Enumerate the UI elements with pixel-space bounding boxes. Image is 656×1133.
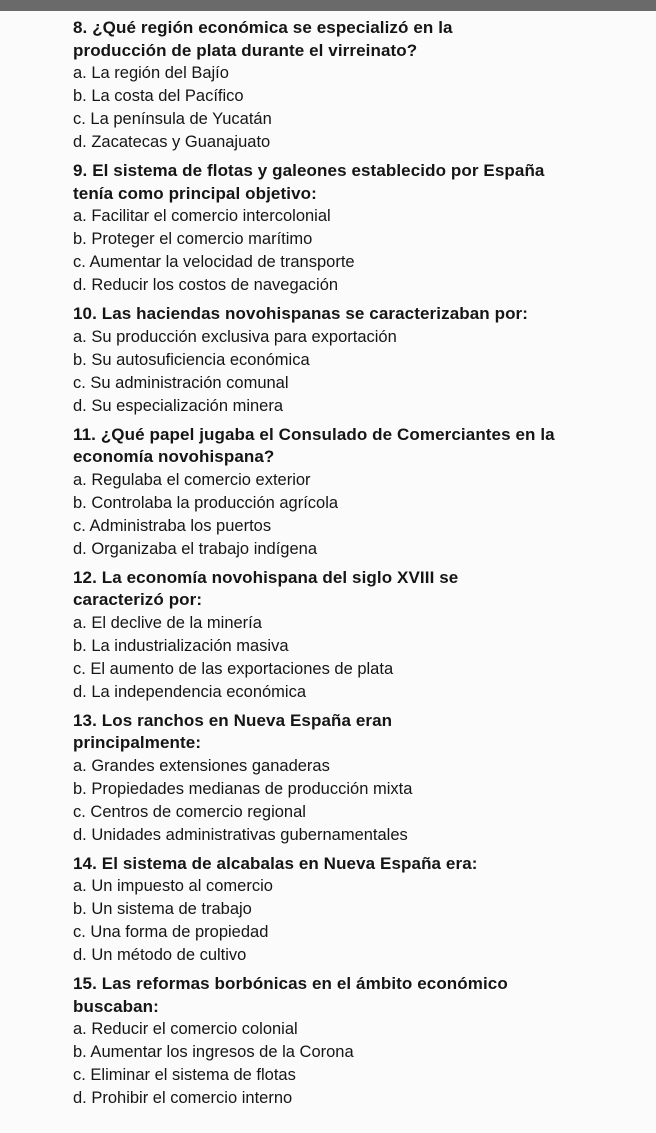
question-11 xyxy=(73,424,648,561)
option-b: b. La costa del Pacífico xyxy=(73,87,244,105)
question-text: 10. Las haciendas novohispanas se caracterizaban por: xyxy=(73,304,529,323)
option-d: d. Unidades administrativas gubernamentales xyxy=(73,825,408,844)
question-text: 8. ¿Qué región económica se especializó en la producción de plata durante el virreinato? xyxy=(73,18,453,60)
option-a: a. Grandes extensiones ganaderas xyxy=(73,756,330,775)
option-d: d. Reducir los costos de navegación xyxy=(73,276,339,294)
option-c: c. Su administración comunal xyxy=(73,373,289,392)
question-9 xyxy=(73,160,648,297)
question-15 xyxy=(73,973,648,1110)
option-d: d. Un método de cultivo xyxy=(73,946,247,964)
question-14 xyxy=(73,853,648,968)
option-a: a. Facilitar el comercio intercolonial xyxy=(73,207,331,225)
option-b: b. Propiedades medianas de producción mixta xyxy=(73,779,413,798)
question-sheet xyxy=(73,17,648,1116)
option-d: d. La independencia económica xyxy=(73,682,307,701)
option-d: d. Zacatecas y Guanajuato xyxy=(73,133,271,151)
question-text: 14. El sistema de alcabalas en Nueva España era: xyxy=(73,853,478,873)
option-c: c. Una forma de propiedad xyxy=(73,923,269,941)
option-c: c. Centros de comercio regional xyxy=(73,802,306,821)
question-12 xyxy=(73,567,648,704)
option-b: b. Controlaba la producción agrícola xyxy=(73,493,339,512)
option-a: a. Regulaba el comercio exterior xyxy=(73,470,311,489)
option-d: d. Organizaba el trabajo indígena xyxy=(73,539,318,558)
option-a: a. Reducir el comercio colonial xyxy=(73,1020,298,1038)
top-edge-bar xyxy=(0,0,656,11)
question-13 xyxy=(73,710,648,847)
option-b: b. Su autosuficiencia económica xyxy=(73,350,310,369)
option-c: c. Administraba los puertos xyxy=(73,516,272,535)
question-8 xyxy=(73,17,648,154)
question-text: 15. Las reformas borbónicas en el ámbito económico buscaban: xyxy=(73,974,508,1016)
option-b: b. Proteger el comercio marítimo xyxy=(73,230,313,248)
option-b: b. Un sistema de trabajo xyxy=(73,900,252,918)
option-a: a. Un impuesto al comercio xyxy=(73,877,273,895)
question-text: 9. El sistema de flotas y galeones establecido por España tenía como principal objetivo: xyxy=(73,161,545,203)
option-d: d. Prohibir el comercio interno xyxy=(73,1089,293,1107)
option-b: b. La industrialización masiva xyxy=(73,636,289,655)
question-text: 13. Los ranchos en Nueva España eran principalmente: xyxy=(73,710,393,752)
option-b: b. Aumentar los ingresos de la Corona xyxy=(73,1043,354,1061)
option-a: a. El declive de la minería xyxy=(73,613,262,632)
option-a: a. Su producción exclusiva para exportación xyxy=(73,327,397,346)
question-text: 12. La economía novohispana del siglo XVIII se caracterizó por: xyxy=(73,567,459,609)
question-text: 11. ¿Qué papel jugaba el Consulado de Comerciantes en la economía novohispana? xyxy=(73,424,555,466)
option-d: d. Su especialización minera xyxy=(73,396,284,415)
question-10 xyxy=(73,303,648,418)
option-a: a. La región del Bajío xyxy=(73,64,229,82)
option-c: c. Aumentar la velocidad de transporte xyxy=(73,253,355,271)
option-c: c. Eliminar el sistema de flotas xyxy=(73,1066,296,1084)
option-c: c. La península de Yucatán xyxy=(73,110,272,128)
option-c: c. El aumento de las exportaciones de plata xyxy=(73,659,394,678)
